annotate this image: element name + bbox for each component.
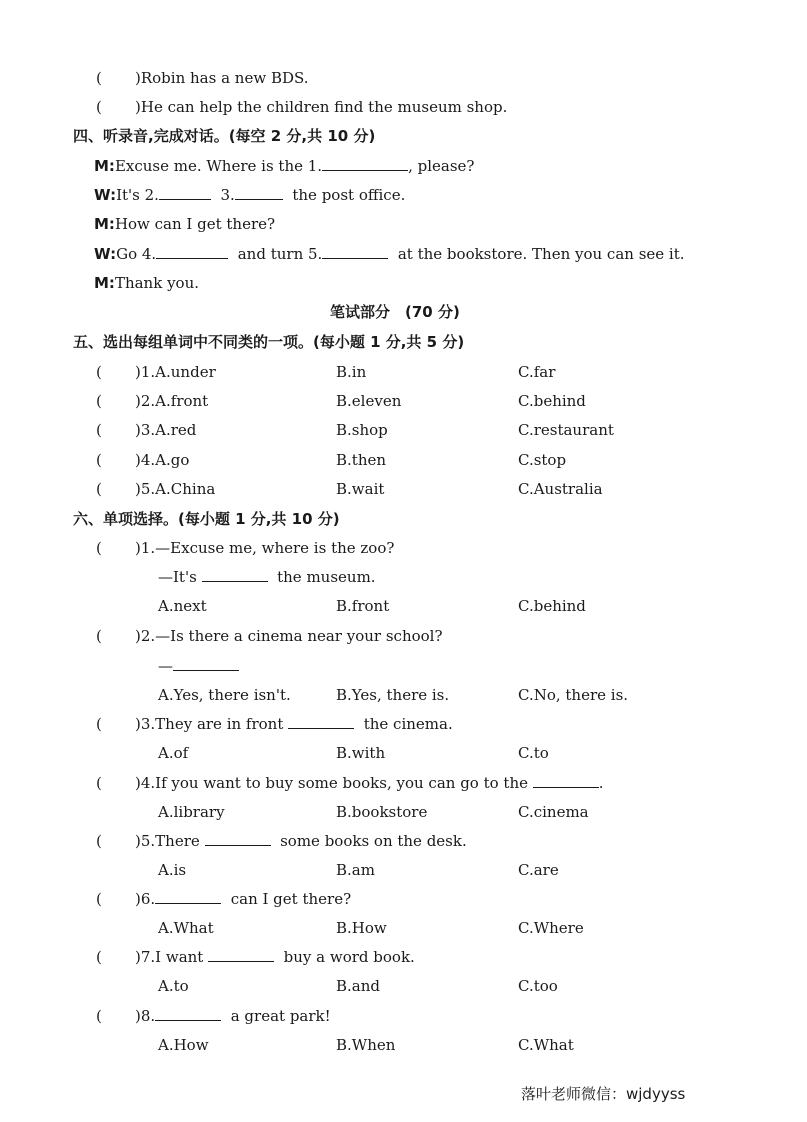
answer-blank[interactable] <box>155 1006 221 1021</box>
dialogue-line-5 <box>94 273 199 293</box>
option-b: B.am <box>336 861 375 879</box>
dialogue-text: at the bookstore. Then you can see it. <box>397 245 685 263</box>
dialogue-text: and turn 5. <box>237 245 323 263</box>
question-stem <box>135 714 453 734</box>
dialogue-line-1 <box>94 156 474 176</box>
option-a: A.What <box>158 919 214 937</box>
stem-text: )8. <box>135 1007 156 1025</box>
statement-text <box>135 68 309 88</box>
speaker: M: <box>94 274 115 292</box>
dialogue-text: It's 2. <box>116 186 159 204</box>
option-a: )1.A.under <box>135 363 216 381</box>
option-b: B.When <box>336 1036 396 1054</box>
question-stem <box>135 831 467 851</box>
option-a: A.next <box>158 597 207 615</box>
statement-label: Robin has a new BDS. <box>140 69 309 87</box>
question-stem <box>135 947 415 967</box>
option-b: B.in <box>336 363 367 381</box>
statement-label: He can help the children find the museum shop. <box>140 98 508 116</box>
answer-paren: ( <box>96 539 102 557</box>
answer-blank[interactable] <box>155 889 221 904</box>
answer-paren: ( <box>96 421 102 439</box>
answer-blank[interactable] <box>202 567 268 582</box>
subline-text: the museum. <box>277 568 376 586</box>
speaker: M: <box>94 215 115 233</box>
option-a: A.is <box>158 861 187 879</box>
option-c: C.stop <box>518 451 567 469</box>
dialogue-text: the post office. <box>292 186 406 204</box>
option-b: B.and <box>336 977 380 995</box>
answer-blank[interactable] <box>533 773 599 788</box>
answer-paren: ( <box>96 392 102 410</box>
option-b: B.with <box>336 744 386 762</box>
answer-paren: ( <box>96 1007 102 1025</box>
option-b: B.shop <box>336 421 388 439</box>
option-c: C.Where <box>518 919 584 937</box>
option-a: A.library <box>158 803 225 821</box>
question-subline <box>158 567 376 587</box>
answer-paren: ( <box>96 480 102 498</box>
option-b: B.bookstore <box>336 803 428 821</box>
answer-blank[interactable] <box>173 656 239 671</box>
dialogue-text: How can I get there? <box>114 215 276 233</box>
close-paren: ) <box>135 98 141 116</box>
answer-paren: ( <box>96 948 102 966</box>
answer-blank[interactable] <box>156 244 228 259</box>
question-stem <box>135 773 604 793</box>
option-b: B.How <box>336 919 387 937</box>
option-c: C.cinema <box>518 803 589 821</box>
dialogue-text: Go 4. <box>116 245 157 263</box>
stem-text: . <box>598 774 604 792</box>
answer-paren: ( <box>96 715 102 733</box>
option-a: A.Yes, there isn't. <box>158 686 291 704</box>
answer-paren: ( <box>96 451 102 469</box>
question-stem <box>135 1006 331 1026</box>
option-a: )3.A.red <box>135 421 197 439</box>
stem-text: )4.If you want to buy some books, you can go to the <box>135 774 528 792</box>
subline-text: — <box>158 657 173 675</box>
option-b: B.wait <box>336 480 385 498</box>
dialogue-line-3 <box>94 214 275 234</box>
dialogue-text: 3. <box>220 186 235 204</box>
stem-text: )6. <box>135 890 156 908</box>
stem-text: )7.I want <box>135 948 204 966</box>
option-a: )4.A.go <box>135 451 190 469</box>
answer-blank[interactable] <box>288 714 354 729</box>
speaker: W: <box>94 245 117 263</box>
option-a: A.of <box>158 744 189 762</box>
section-heading-4: 四、听录音,完成对话。(每空 2 分,共 10 分) <box>73 127 376 145</box>
option-c: C.No, there is. <box>518 686 629 704</box>
dialogue-text: Thank you. <box>114 274 199 292</box>
dialogue-line-4 <box>94 244 685 264</box>
close-paren: ) <box>135 69 141 87</box>
stem-text: a great park! <box>230 1007 331 1025</box>
stem-text: some books on the desk. <box>280 832 467 850</box>
option-a: A.to <box>158 977 189 995</box>
option-c: C.restaurant <box>518 421 614 439</box>
option-c: C.Australia <box>518 480 603 498</box>
section-heading-5: 五、选出每组单词中不同类的一项。(每小题 1 分,共 5 分) <box>73 333 465 351</box>
option-c: C.behind <box>518 597 586 615</box>
answer-blank[interactable] <box>235 185 283 200</box>
stem-text: the cinema. <box>363 715 453 733</box>
answer-paren: ( <box>96 98 102 116</box>
option-b: B.eleven <box>336 392 402 410</box>
stem-text: )3.They are in front <box>135 715 284 733</box>
option-c: C.behind <box>518 392 586 410</box>
question-stem: )1.—Excuse me, where is the zoo? <box>135 539 395 557</box>
option-a: A.How <box>158 1036 209 1054</box>
answer-paren: ( <box>96 69 102 87</box>
statement-text <box>135 97 507 117</box>
option-b: B.then <box>336 451 387 469</box>
dialogue-line-2 <box>94 185 405 205</box>
stem-text: buy a word book. <box>283 948 415 966</box>
written-part-title: 笔试部分 (70 分) <box>330 303 460 321</box>
option-c: C.far <box>518 363 556 381</box>
answer-paren: ( <box>96 774 102 792</box>
option-b: B.front <box>336 597 390 615</box>
answer-blank[interactable] <box>205 831 271 846</box>
answer-blank[interactable] <box>322 156 408 171</box>
option-a: )2.A.front <box>135 392 209 410</box>
option-a: )5.A.China <box>135 480 216 498</box>
watermark-text: 落叶老师微信：wjdyyss <box>521 1085 686 1103</box>
answer-paren: ( <box>96 627 102 645</box>
section-heading-6: 六、单项选择。(每小题 1 分,共 10 分) <box>73 510 340 528</box>
answer-paren: ( <box>96 890 102 908</box>
option-b: B.Yes, there is. <box>336 686 450 704</box>
question-stem: )2.—Is there a cinema near your school? <box>135 627 443 645</box>
option-c: C.too <box>518 977 558 995</box>
option-c: C.to <box>518 744 549 762</box>
answer-paren: ( <box>96 363 102 381</box>
answer-blank[interactable] <box>208 947 274 962</box>
dialogue-text: Excuse me. Where is the 1. <box>114 157 323 175</box>
answer-blank[interactable] <box>322 244 388 259</box>
option-c: C.What <box>518 1036 574 1054</box>
speaker: M: <box>94 157 115 175</box>
speaker: W: <box>94 186 117 204</box>
question-stem <box>135 889 351 909</box>
option-c: C.are <box>518 861 559 879</box>
answer-blank[interactable] <box>159 185 211 200</box>
subline-text: —It's <box>158 568 197 586</box>
stem-text: can I get there? <box>230 890 352 908</box>
question-subline <box>158 656 239 676</box>
dialogue-text: , please? <box>408 157 475 175</box>
stem-text: )5.There <box>135 832 200 850</box>
answer-paren: ( <box>96 832 102 850</box>
